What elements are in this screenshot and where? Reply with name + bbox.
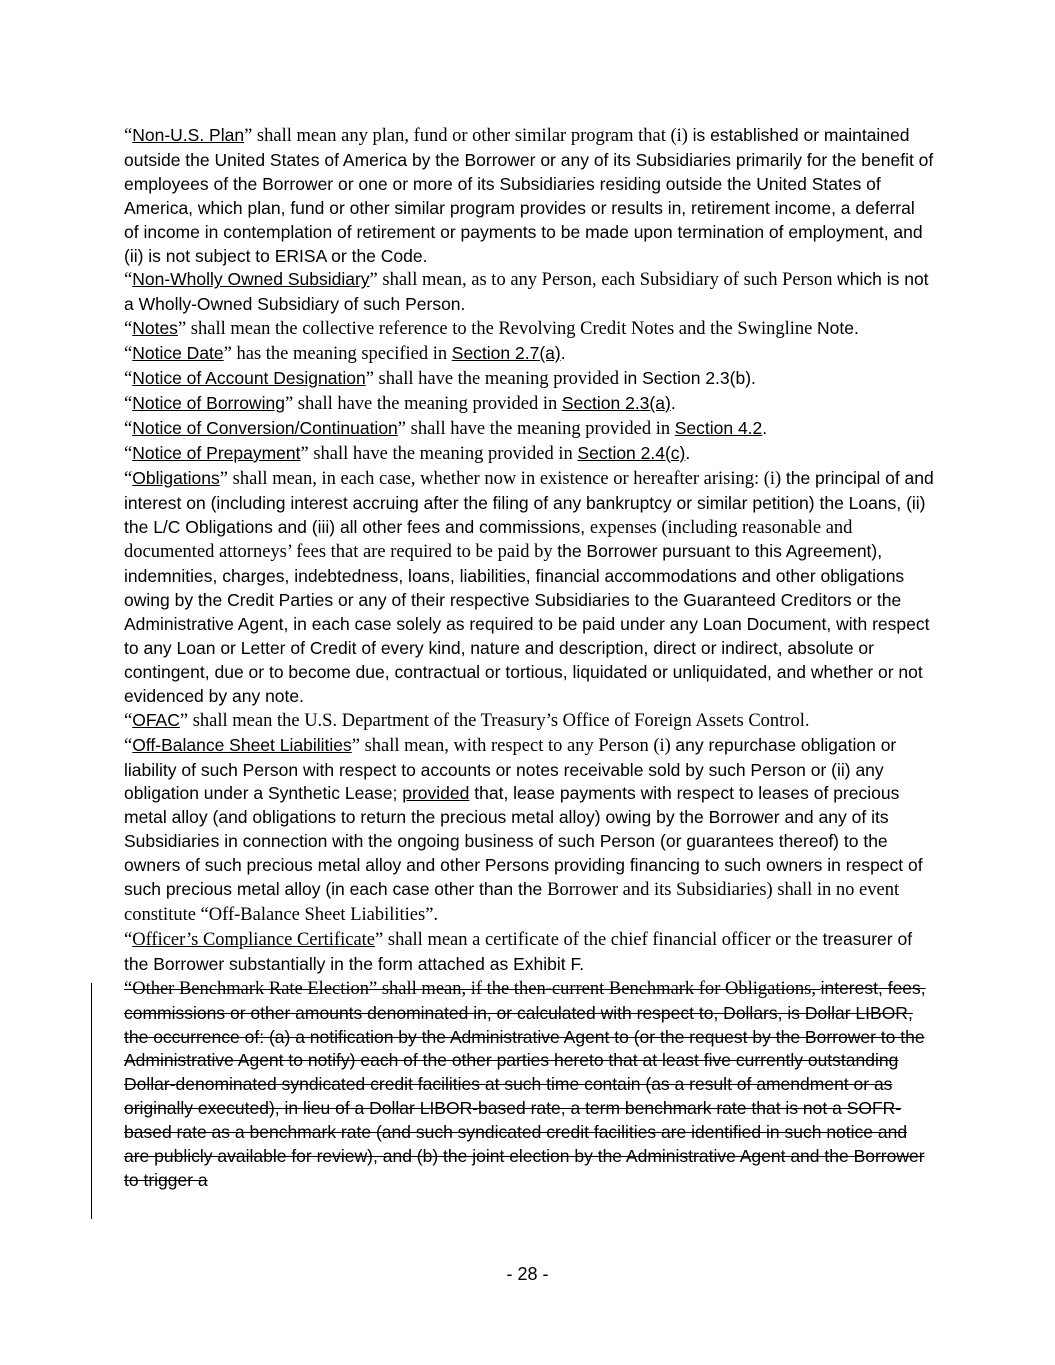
section-reference: Section 2.4(c): [577, 442, 686, 463]
defined-term: OFAC: [132, 709, 180, 730]
defined-term: Notice of Borrowing: [132, 392, 285, 413]
definition-off-balance-sheet-liabilities: “Off-Balance Sheet Liabilities” shall mean, with respect to any Person (i) any repurchase obligation or liability of such Person with respect to accounts or notes receivable sold by such Person or (ii) any obligation under a Synthetic Lease; provided that, lease payments with respect to leases of precious metal alloy (and obligations to return the precious metal alloy) owing by the Borrower and any of its Subsidiaries in connection with the ongoing business of such Person (or guarantees thereof) to the owners of such precious metal alloy and other Persons providing financing to such owners in respect of such precious metal alloy (in each case other than the Borrower and its Subsidiaries) shall in no event constitute “Off-Balance Sheet Liabilities”.: [124, 734, 923, 925]
definition-ofac: “OFAC” shall mean the U.S. Department of the Treasury’s Office of Foreign Assets Control.: [124, 709, 810, 731]
definition-obligations: “Obligations” shall mean, in each case, whether now in existence or hereafter arising: (i) the principal of and interest on (including interest accruing after the filing of any bankruptcy or similar petition) the Loans, (ii) the L/C Obligations and (iii) all other fees and commissions, expenses (including reasonable and documented attorneys’ fees that are required to be paid by the Borrower pursuant to this Agreement), indemnities, charges, indebtedness, loans, liabilities, financial accommodations and other obligations owing by the Credit Parties or any of their respective Subsidiaries to the Guaranteed Creditors or the Administrative Agent, in each case solely as required to be paid under any Loan Document, with respect to any Loan or Letter of Credit of every kind, nature and description, direct or indirect, absolute or contingent, due or to become due, contractual or tortious, liquidated or unliquidated, and whether or not evidenced by any note.: [124, 467, 934, 706]
definition-non-wholly-owned-subsidiary: “Non-Wholly Owned Subsidiary” shall mean, as to any Person, each Subsidiary of such Person which is not a Wholly-Owned Subsidiary of such Person.: [124, 269, 929, 315]
defined-term: Notes: [132, 318, 178, 339]
definition-officers-compliance-certificate: “Officer’s Compliance Certificate” shall mean a certificate of the chief financial officer or the treasurer of the Borrower substantially in the form attached as Exhibit F.: [124, 928, 913, 974]
defined-term: Notice of Prepayment: [132, 442, 301, 463]
proviso-term: provided: [402, 783, 470, 804]
defined-term: Notice Date: [132, 343, 224, 364]
section-reference: Section 2.3(a): [561, 392, 671, 413]
section-reference: Section 4.2: [674, 417, 763, 438]
defined-term: Officer’s Compliance Certificate: [132, 929, 376, 950]
definition-notice-of-prepayment: “Notice of Prepayment” shall have the meaning provided in Section 2.4(c).: [124, 442, 691, 464]
definition-notice-date: “Notice Date” has the meaning specified in Section 2.7(a).: [124, 343, 566, 365]
defined-term: Non-Wholly Owned Subsidiary: [132, 269, 370, 290]
defined-term: Notice of Account Designation: [132, 368, 366, 389]
defined-term: Off-Balance Sheet Liabilities: [132, 734, 352, 755]
revision-change-bar: [91, 983, 92, 1219]
page-number: - 28 -: [506, 1264, 549, 1284]
definition-notice-of-borrowing: “Notice of Borrowing” shall have the meaning provided in Section 2.3(a).: [124, 392, 676, 414]
struck-definition-other-benchmark-rate-election: “Other Benchmark Rate Election” shall mean, if the then-current Benchmark for Obligations, interest, fees, commissions or other amounts denominated in, or calculated with respect to, Dollars, is Dollar LIBOR, the occurrence of: (a) a notification by the Administrative Agent to (or the request by the Borrower to the Administrative Agent to notify) each of the other parties hereto that at least five currently outstanding Dollar-denominated syndicated credit facilities at such time contain (as a result of amendment or as originally executed), in lieu of a Dollar LIBOR-based rate, a term benchmark rate that is not a SOFR-based rate as a benchmark rate (and such syndicated credit facilities are identified in such notice and are publicly available for review), and (b) the joint election by the Administrative Agent and the Borrower to trigger a: [124, 977, 926, 1190]
defined-term: Notice of Conversion/Continuation: [132, 417, 398, 438]
section-reference: Section 2.7(a): [451, 343, 561, 364]
definition-non-us-plan: “Non-U.S. Plan” shall mean any plan, fund or other similar program that (i) is established or maintained outside the United States of America by the Borrower or any of its Subsidiaries primarily for the benefit of employees of the Borrower or one or more of its Subsidiaries residing outside the United States of America, which plan, fund or other similar program provides or results in, retirement income, a deferral of income in contemplation of retirement or payments to be made upon termination of employment, and (ii) is not subject to ERISA or the Code.: [124, 125, 934, 266]
defined-term: Obligations: [132, 467, 220, 488]
document-body: [124, 124, 934, 1193]
definition-notice-of-conversion: “Notice of Conversion/Continuation” shall have the meaning provided in Section 4.2.: [124, 417, 768, 439]
definition-notice-of-account-designation: “Notice of Account Designation” shall have the meaning provided in Section 2.3(b).: [124, 368, 756, 390]
definition-notes: “Notes” shall mean the collective reference to the Revolving Credit Notes and the Swingline Note.: [124, 318, 859, 340]
defined-term: Non-U.S. Plan: [132, 125, 245, 145]
